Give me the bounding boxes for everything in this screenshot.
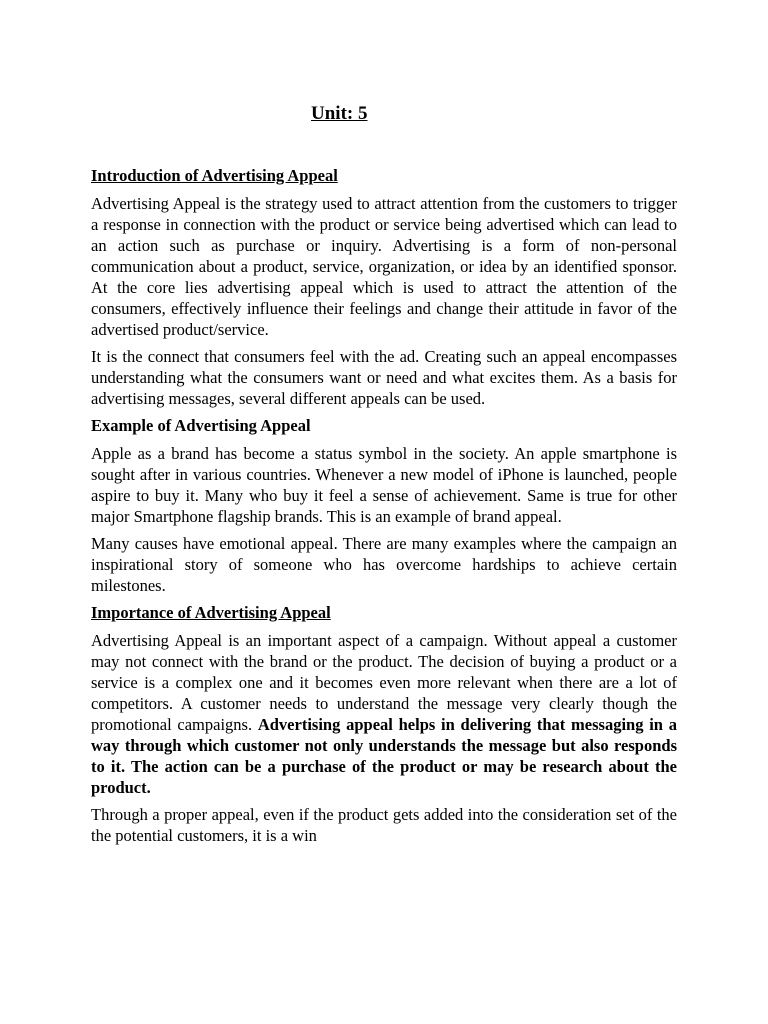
example-heading: Example of Advertising Appeal <box>91 416 311 435</box>
importance-heading: Importance of Advertising Appeal <box>91 603 331 622</box>
document-body <box>91 165 677 852</box>
importance-paragraph-1-bold: Advertising appeal helps in delivering that messaging in a way through which customer not only understands the message but also responds to it. The action can be a purchase of the product or may be research about the product. <box>91 715 677 797</box>
intro-paragraph-1: Advertising Appeal is the strategy used to attract attention from the customers to trigger a response in connection with the product or service being advertised which can lead to an action such as purchase or inquiry. Advertising is a form of non-personal communication about a product, service, organization, or idea by an identified sponsor. At the core lies advertising appeal which is used to attract the attention of the consumers, effectively influence their feelings and change their attitude in favor of the advertised product/service. <box>91 194 677 339</box>
example-paragraph-2: Many causes have emotional appeal. There are many examples where the campaign an inspirational story of someone who has overcome hardships to achieve certain milestones. <box>91 534 677 595</box>
importance-paragraph-2: Through a proper appeal, even if the product gets added into the consideration set of the the potential customers, it is a win <box>91 805 677 845</box>
intro-paragraph-2: It is the connect that consumers feel with the ad. Creating such an appeal encompasses understanding what the consumers want or need and what excites them. As a basis for advertising messages, several different appeals can be used. <box>91 347 677 408</box>
intro-heading: Introduction of Advertising Appeal <box>91 166 338 185</box>
importance-paragraph-1-text: Advertising Appeal is an important aspect of a campaign. Without appeal a customer may not connect with the brand or the product. The decision of buying a product or a service is a complex one and it becomes even more relevant when there are a lot of competitors. A customer needs to understand the message very clearly though the promotional campaigns. <box>91 631 677 734</box>
unit-title: Unit: 5 <box>311 103 368 124</box>
example-paragraph-1: Apple as a brand has become a status symbol in the society. An apple smartphone is sought after in various countries. Whenever a new model of iPhone is launched, people aspire to buy it. Many who buy it feel a sense of achievement. Same is true for other major Smartphone flagship brands. This is an example of brand appeal. <box>91 444 677 526</box>
importance-paragraph-1 <box>91 630 677 798</box>
